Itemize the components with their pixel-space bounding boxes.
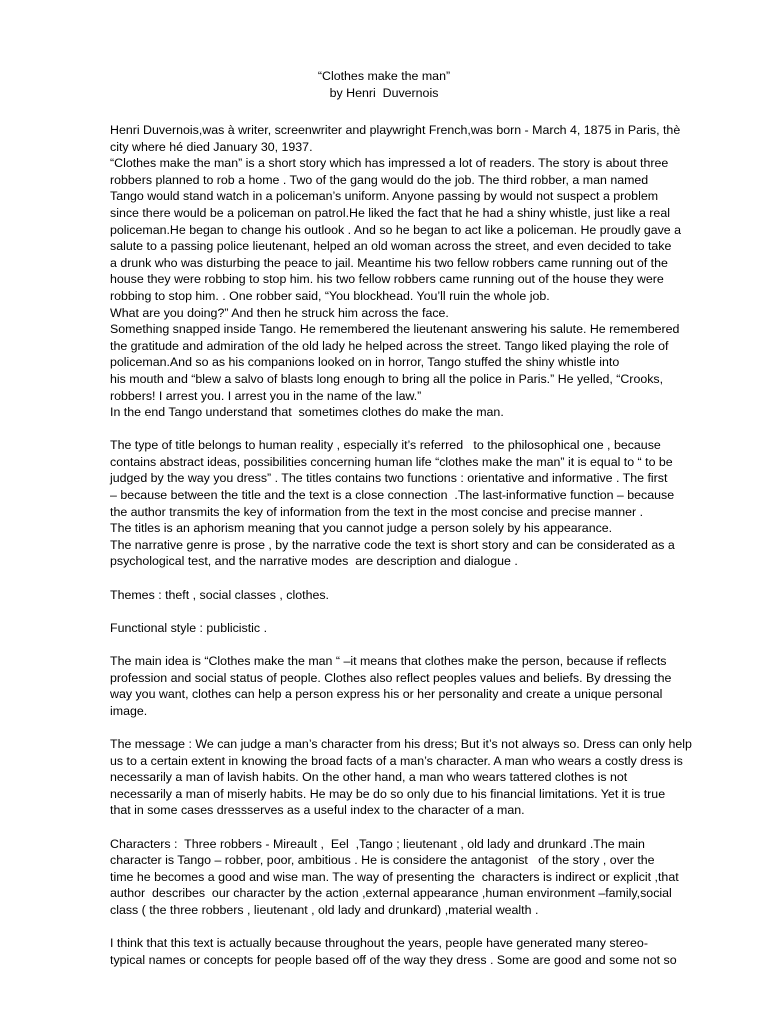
- paragraph-gap: [110, 819, 722, 836]
- text-line: typical names or concepts for people based off of the way they dress . Some are good and some not so: [110, 952, 677, 967]
- text-line: house they were robbing to stop him. his two fellow robbers came running out of the house they were: [110, 272, 664, 287]
- text-line: policeman.And so as his companions looked on in horror, Tango stuffed the shiny whistle into: [110, 355, 620, 370]
- paragraph: [110, 653, 722, 719]
- text-line: Functional style : publicistic .: [110, 620, 268, 635]
- text-line: way you want, clothes can help a person express his or her personality and create a unique personal: [110, 687, 663, 702]
- text-line: policeman.He began to change his outlook . And so he began to act like a policeman. He proudly gave a: [110, 222, 682, 237]
- text-line: Themes : theft , social classes , clothes.: [110, 587, 329, 602]
- text-line: contains abstract ideas, possibilities concerning human life “clothes make the man” it is equal to “ to be: [110, 454, 673, 469]
- text-line: since there would be a policeman on patrol.He liked the fact that he had a shiny whistle, just like a real: [110, 205, 670, 220]
- paragraph-gap: [110, 421, 722, 438]
- paragraph: [110, 836, 722, 919]
- text-line: The titles is an aphorism meaning that you cannot judge a person solely by his appearance.: [110, 521, 613, 536]
- text-line: necessarily a man of lavish habits. On the other hand, a man who wears tattered clothes is not: [110, 770, 628, 785]
- text-line: image.: [110, 703, 148, 718]
- paragraph-gap: [110, 603, 722, 620]
- text-line: necessarily a man of miserly habits. He may be do so only due to his financial limitations. Yet it is true: [110, 786, 666, 801]
- text-line: – because between the title and the text is a close connection .The last-informative function – because: [110, 488, 675, 503]
- text-line: robbers planned to rob a home . Two of the gang would do the job. The third robber, a man named: [110, 172, 649, 187]
- text-line: class ( the three robbers , lieutenant , old lady and drunkard) ,material wealth .: [110, 902, 539, 917]
- document-title: “Clothes make the man”: [317, 69, 451, 83]
- paragraph: [110, 935, 722, 968]
- text-line: The message : We can judge a man’s character from his dress; But it’s not always so. Dress can only help: [110, 736, 692, 751]
- text-line: Tango would stand watch in a policeman’s uniform. Anyone passing by would not suspect a problem: [110, 189, 659, 204]
- document-header: [0, 68, 768, 102]
- text-line: The type of title belongs to human reality , especially it’s referred to the philosophical one , because: [110, 438, 661, 453]
- paragraph-gap: [110, 919, 722, 936]
- text-line: a drunk who was disturbing the peace to jail. Meantime his two fellow robbers came running out of the: [110, 255, 668, 270]
- text-line: Something snapped inside Tango. He remembered the lieutenant answering his salute. He remembered: [110, 322, 680, 337]
- text-line: What are you doing?” And then he struck him across the face.: [110, 305, 449, 320]
- text-line: Henri Duvernois,was à writer, screenwriter and playwright French,was born - March 4, 1875 in Paris, thè: [110, 123, 681, 137]
- paragraph-gap: [110, 636, 722, 653]
- text-line: profession and social status of people. Clothes also reflect peoples values and beliefs. By dressing the: [110, 670, 672, 685]
- text-line: city where hé died January 30, 1937.: [110, 139, 313, 154]
- document-body: [110, 122, 722, 968]
- text-line: robbing to stop him. . One robber said, “You blockhead. You’ll ruin the whole job.: [110, 288, 550, 303]
- paragraph: [110, 736, 722, 819]
- text-line: salute to a passing police lieutenant, helped an old woman across the street, and even decided to take: [110, 239, 672, 254]
- text-line: robbers! I arrest you. I arrest you in the name of the law.”: [110, 388, 422, 403]
- text-line: The main idea is “Clothes make the man “ –it means that clothes make the person, because if reflects: [110, 654, 667, 668]
- text-line: the author transmits the key of information from the text in the most concise and precise manner .: [110, 504, 644, 519]
- text-line: In the end Tango understand that sometimes clothes do make the man.: [110, 405, 504, 420]
- text-line: judged by the way you dress” . The titles contains two functions : orientative and informative . The first: [110, 471, 668, 486]
- text-line: us to a certain extent in knowing the broad facts of a man’s character. A man who wears a costly dress is: [110, 753, 683, 768]
- text-line: character is Tango – robber, poor, ambitious . He is considere the antagonist of the story , over the: [110, 853, 655, 868]
- text-line: I think that this text is actually because throughout the years, people have generated many stereo-: [110, 936, 648, 951]
- text-line: psychological test, and the narrative modes are description and dialogue .: [110, 554, 518, 569]
- text-line: time he becomes a good and wise man. The way of presenting the characters is indirect or explicit ,that: [110, 869, 679, 884]
- document-byline: by Henri Duvernois: [329, 86, 439, 100]
- text-line: author describes our character by the action ,external appearance ,human environment –family,social: [110, 886, 672, 901]
- paragraph: [110, 437, 722, 570]
- text-line: Characters : Three robbers - Mireault , Eel ,Tango ; lieutenant , old lady and drunkard .The main: [110, 836, 645, 851]
- text-line: the gratitude and admiration of the old lady he helped across the street. Tango liked playing the role of: [110, 338, 669, 353]
- text-line: that in some cases dressserves as a useful index to the character of a man.: [110, 803, 525, 818]
- text-line: The narrative genre is prose , by the narrative code the text is short story and can be considerated as a: [110, 537, 675, 552]
- paragraph-gap: [110, 570, 722, 587]
- paragraph: [110, 587, 722, 604]
- paragraph-gap: [110, 719, 722, 736]
- text-line: his mouth and “blew a salvo of blasts long enough to bring all the police in Paris.” He yelled, “Crooks,: [110, 371, 664, 386]
- text-line: “Clothes make the man” is a short story which has impressed a lot of readers. The story is about three: [110, 156, 669, 171]
- paragraph: [110, 122, 722, 421]
- paragraph: [110, 620, 722, 637]
